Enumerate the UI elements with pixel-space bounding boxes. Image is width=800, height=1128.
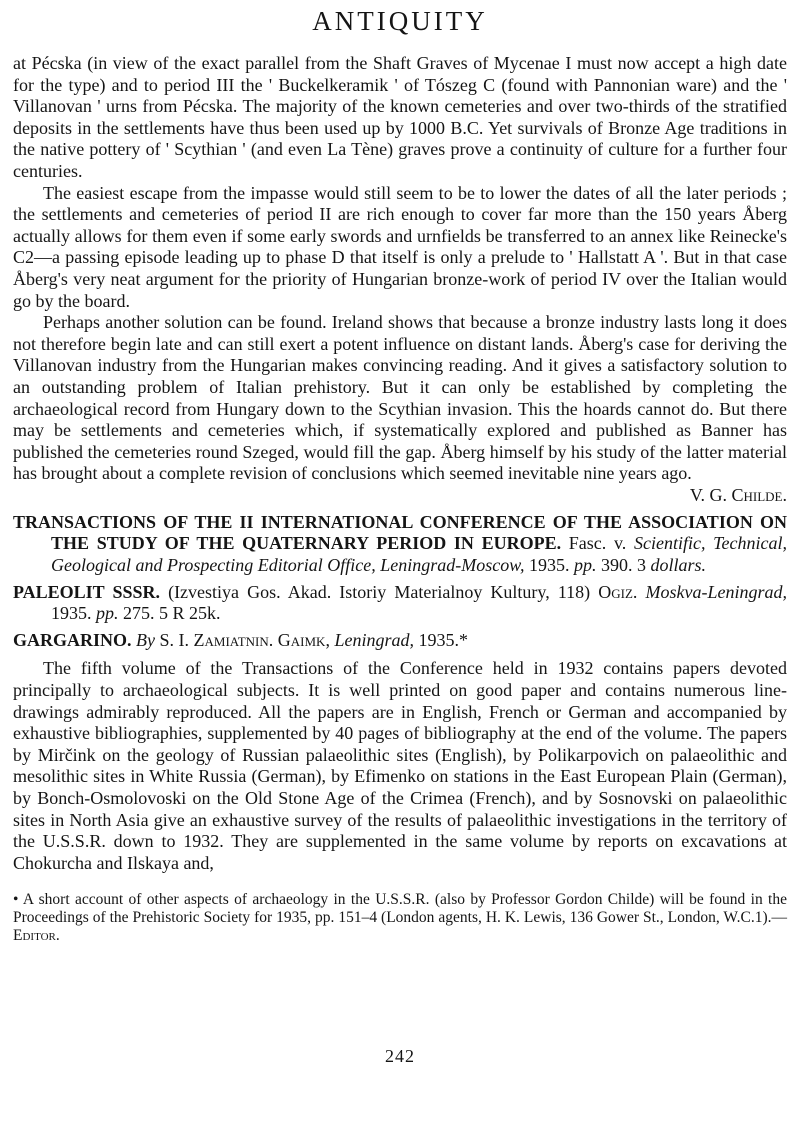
text-segment: The fifth volume of the Transactions of the Conference held in 1932 contains papers devoted principally to archaeological subjects. It is well printed on good paper and contains numerous line-drawings admirably reproduced. All the papers are in English, French or German and accompanied by exhaustive bibliographies, supplemented by 40 pages of bibliography at the end of the volume. The papers by Mirčink on the geology of Russian palaeolithic sites (English), by Polikarpovich on palaeolithic and mesolithic sites in White Russia (German), by Efimenko on stations in the East European Plain (German), by Bonch-Osmolovoski on the Old Stone Age of the Crimea (French), and by Sosnovski on palaeolithic sites in North Asia give an exhaustive survey of the results of palaeolithic investigations in the territory of the U.S.S.R. down to 1932. They are supplemented in the same volume by reports on excavations at Chokurcha and Ilskaya and, [13,658,787,873]
footnote [13,891,787,945]
text-segment: at Pécska (in view of the exact parallel from the Shaft Graves of Mycenae I must now accept a high date for the type) and to period III the ' Buckelkeramik ' of Tószeg C (found with Pannonian ware) and the ' Villanovan ' urns from Pécska. The majority of the known cemeteries and over two-thirds of the stratified deposits in the settlements have thus been used up by 1000 B.C. Yet survivals of Bronze Age traditions in the native pottery of ' Scythian ' (and even La Tène) graves prove a continuity of culture for a further four centuries. [13,53,787,181]
text-segment: 1935.* [413,629,468,650]
text-segment: 1935. [51,603,96,624]
paragraph-text [13,312,787,483]
text-segment: PALEOLIT SSSR. [13,581,160,602]
text-segment: Scientific, Technical, Geological and Prospecting Editorial Office, Leningrad-Moscow, [51,533,787,576]
review-citation-gargarino [13,630,787,652]
text-segment: (Izvestiya Gos. Akad. Istoriy Materialnoy Kultury, 118) [159,581,599,602]
text-segment: Leningrad, [334,629,414,650]
text-segment: 1935. [524,555,574,576]
text-block [13,53,787,945]
text-segment: Editor. [13,927,60,945]
body-paragraph [13,183,787,313]
body-paragraph-with-signature [13,312,787,505]
text-segment: dollars. [650,555,706,576]
text-segment: pp. [573,555,597,576]
review-citation-paleolit-sssr [13,582,787,625]
text-segment: 390. 3 [596,555,651,576]
text-segment: Fasc. v. [561,533,634,554]
review-citation-transactions [13,512,787,577]
text-segment: Perhaps another solution can be found. Ireland shows that because a bronze industry lasts long it does not therefore begin late and can still exert a potent influence on distant lands. Åberg's case for deriving the Villanovan industry from the Hungarian makes convincing reading. And it gives a satisfactory solution to an outstanding problem of Italian prehistory. But it can only be established by completing the archaeological record from Hungary down to the Scythian invasion. This the hoards cannot do. But there may be settlements and cemeteries which, if systematically explored and published as Banner has published the cemeteries round Szeged, would fill the gap. Åberg himself by his study of the latter material has brought about a complete revision of conclusions which seemed inevitable nine years ago. [13,312,787,484]
text-segment: GARGARINO. [13,629,132,650]
body-paragraph [13,53,787,183]
text-segment: 275. 5 R 25k. [118,603,221,624]
journal-title: ANTIQUITY [312,6,488,36]
review-body-paragraph [13,658,787,874]
author-signature: V. G. Childe. [689,484,787,505]
text-segment: TRANSACTIONS OF THE II INTERNATIONAL CONFERENCE OF THE ASSOCIATION ON THE STUDY OF THE QUATERNARY PERIOD IN EUROPE. [13,511,787,554]
text-segment: The easiest escape from the impasse would still seem to be to lower the dates of all the later periods ; the settlements and cemeteries of period II are rich enough to cover far more than the 150 years Åberg actually allows for them even if some early swords and urnfields be transferred to an annex like Reinecke's C2—a passing episode leading up to phase D that itself is only a prelude to ' Hallstatt A '. But in that case Åberg's very neat argument for the priority of Hungarian bronze-work of period IV over the Italian would go by the board. [13,182,787,311]
text-segment: S. I. Zamiatnin. [155,629,274,650]
text-segment: By [136,629,155,650]
text-segment: Gaimk, [277,629,330,650]
text-segment [637,582,645,602]
text-segment: Moskva-Leningrad, [645,581,787,602]
page-number: 242 [385,1046,415,1066]
reviews-section [13,512,787,875]
text-segment: pp. [96,603,119,624]
text-segment: Ogiz. [598,581,638,602]
text-segment: • A short account of other aspects of archaeology in the U.S.S.R. (also by Professor Gordon Childe) will be found in the Proceedings of the Prehistoric Society for 1935, pp. 151–4 (London agents, H. K. Lewis, 136 Gower St., London, W.C.1).— [13,891,787,927]
journal-page [0,6,800,1128]
